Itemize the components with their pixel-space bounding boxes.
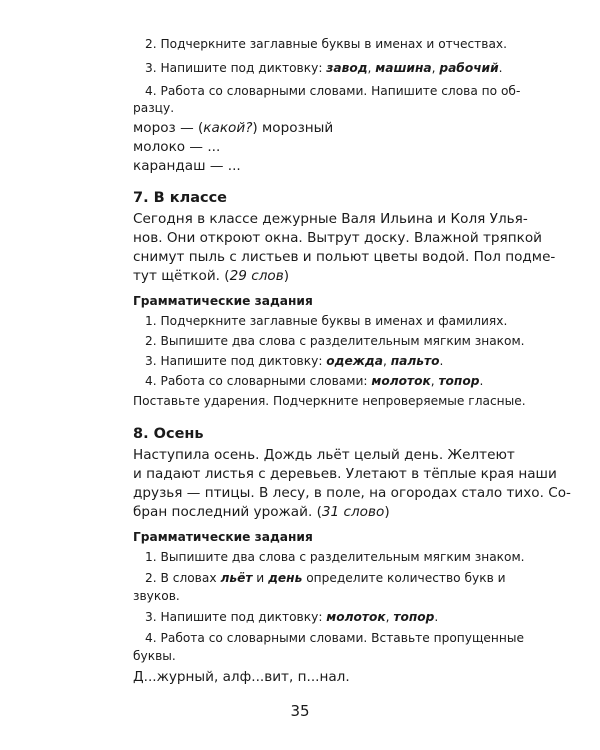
word-count: 31 слово — [321, 504, 385, 520]
dictation-8-task-4-cont: буквы. — [133, 649, 176, 663]
dictation-8-tasks-heading: Грамматические задания — [133, 530, 313, 544]
dictation-7-text-2: нов. Они откроют окна. Вытрут доску. Влажной тряпкой — [133, 230, 542, 246]
top-task-2: 2. Подчеркните заглавные буквы в именах и отчествах. — [145, 37, 508, 51]
top-task-3: 3. Напишите под диктовку: завод, машина, рабочий. — [145, 61, 503, 75]
top-task-4: 4. Работа со словарными словами. Напишите слова по об- — [145, 84, 521, 98]
dictation-8-task-1: 1. Выпишите два слова с разделительным мягким знаком. — [145, 550, 525, 564]
example-2: молоко — ... — [133, 139, 221, 155]
dictation-8-task-3: 3. Напишите под диктовку: молоток, топор. — [145, 610, 439, 624]
dictation-8-text-3: друзья — птицы. В лесу, в поле, на огородах стало тихо. Со- — [133, 485, 571, 501]
dictation-7-tasks-heading: Грамматические задания — [133, 294, 313, 308]
dictation-8-task-4: 4. Работа со словарными словами. Вставьте пропущенные — [145, 631, 524, 645]
dictation-8-title: 8. Осень — [133, 426, 204, 442]
dictation-7-task-3: 3. Напишите под диктовку: одежда, пальто. — [145, 354, 444, 368]
dictation-8-words: Д...журный, алф...вит, п...нал. — [133, 669, 350, 685]
dictation-8-text-2: и падают листья с деревьев. Улетают в тёплые края наши — [133, 466, 557, 482]
dictation-7-text-3: снимут пыль с листьев и польют цветы водой. Пол подме- — [133, 249, 556, 265]
dictation-7-task-1: 1. Подчеркните заглавные буквы в именах и фамилиях. — [145, 314, 508, 328]
dictation-7-text-4: тут щёткой. (29 слов) — [133, 268, 290, 284]
dictation-7-task-2: 2. Выпишите два слова с разделительным мягким знаком. — [145, 334, 525, 348]
page-number: 35 — [290, 702, 310, 720]
dictation-7-task-4: 4. Работа со словарными словами: молоток, топор. — [145, 374, 484, 388]
dictation-8-text-1: Наступила осень. Дождь льёт целый день. Желтеют — [133, 447, 515, 463]
top-task-4-cont: разцу. — [133, 101, 175, 115]
dictation-7-text-1: Сегодня в классе дежурные Валя Ильина и Коля Улья- — [133, 211, 528, 227]
dictation-8-task-2: 2. В словах льёт и день определите количество букв и — [145, 571, 506, 585]
word-count: 29 слов — [229, 268, 284, 284]
example-1: мороз — (какой?) морозный — [133, 120, 334, 136]
dictation-7-title: 7. В классе — [133, 190, 228, 206]
dictation-8-text-4: бран последний урожай. (31 слово) — [133, 504, 390, 520]
dictation-8-task-2-cont: звуков. — [133, 589, 180, 603]
example-3: карандаш — ... — [133, 158, 241, 174]
dictation-7-task-4-note: Поставьте ударения. Подчеркните непроверяемые гласные. — [133, 394, 526, 408]
